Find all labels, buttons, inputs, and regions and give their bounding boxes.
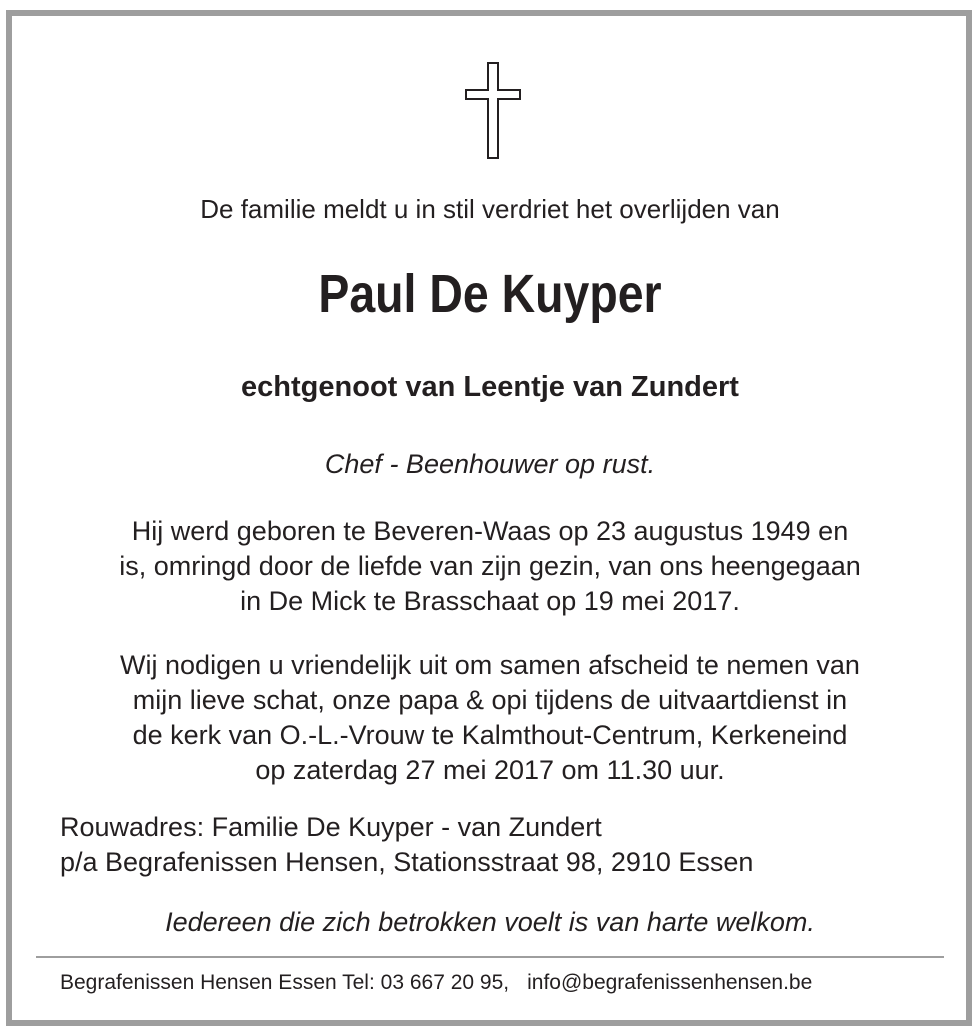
address-line: p/a Begrafenissen Hensen, Stationsstraat 98, 2910 Essen bbox=[60, 847, 754, 877]
address-line: Rouwadres: Familie De Kuyper - van Zundert bbox=[60, 812, 602, 842]
birth-death-paragraph bbox=[40, 514, 940, 619]
footer-email[interactable]: info@begrafenissenhensen.be bbox=[527, 971, 813, 994]
paragraph-line: mijn lieve schat, onze papa & opi tijdens de uitvaartdienst in bbox=[132, 685, 848, 715]
paragraph-line: Wij nodigen u vriendelijk uit om samen afscheid te nemen van bbox=[120, 650, 860, 680]
spouse-line: echtgenoot van Leentje van Zundert bbox=[241, 371, 739, 403]
profession-line: Chef - Beenhouwer op rust. bbox=[324, 449, 656, 479]
paragraph-line: de kerk van O.-L.-Vrouw te Kalmthout-Centrum, Kerkeneind bbox=[132, 720, 848, 750]
paragraph-line: in De Mick te Brasschaat op 19 mei 2017. bbox=[240, 586, 740, 616]
footer-company: Begrafenissen Hensen Essen Tel: 03 667 20 95, bbox=[60, 971, 510, 994]
footer bbox=[60, 969, 812, 997]
paragraph-line: op zaterdag 27 mei 2017 om 11.30 uur. bbox=[255, 755, 725, 785]
intro-text: De familie meldt u in stil verdriet het overlijden van bbox=[200, 194, 780, 224]
paragraph-line: Hij werd geboren te Beveren-Waas op 23 augustus 1949 en bbox=[131, 516, 849, 546]
footer-divider bbox=[36, 956, 944, 958]
funeral-invitation-paragraph bbox=[40, 648, 940, 788]
mourning-address bbox=[60, 810, 753, 880]
paragraph-line: is, omringd door de liefde van zijn gezin, van ons heengegaan bbox=[119, 551, 861, 581]
cross-icon bbox=[463, 62, 523, 160]
deceased-name: Paul De Kuyper bbox=[318, 264, 662, 324]
welcome-text: Iedereen die zich betrokken voelt is van harte welkom. bbox=[165, 907, 815, 937]
